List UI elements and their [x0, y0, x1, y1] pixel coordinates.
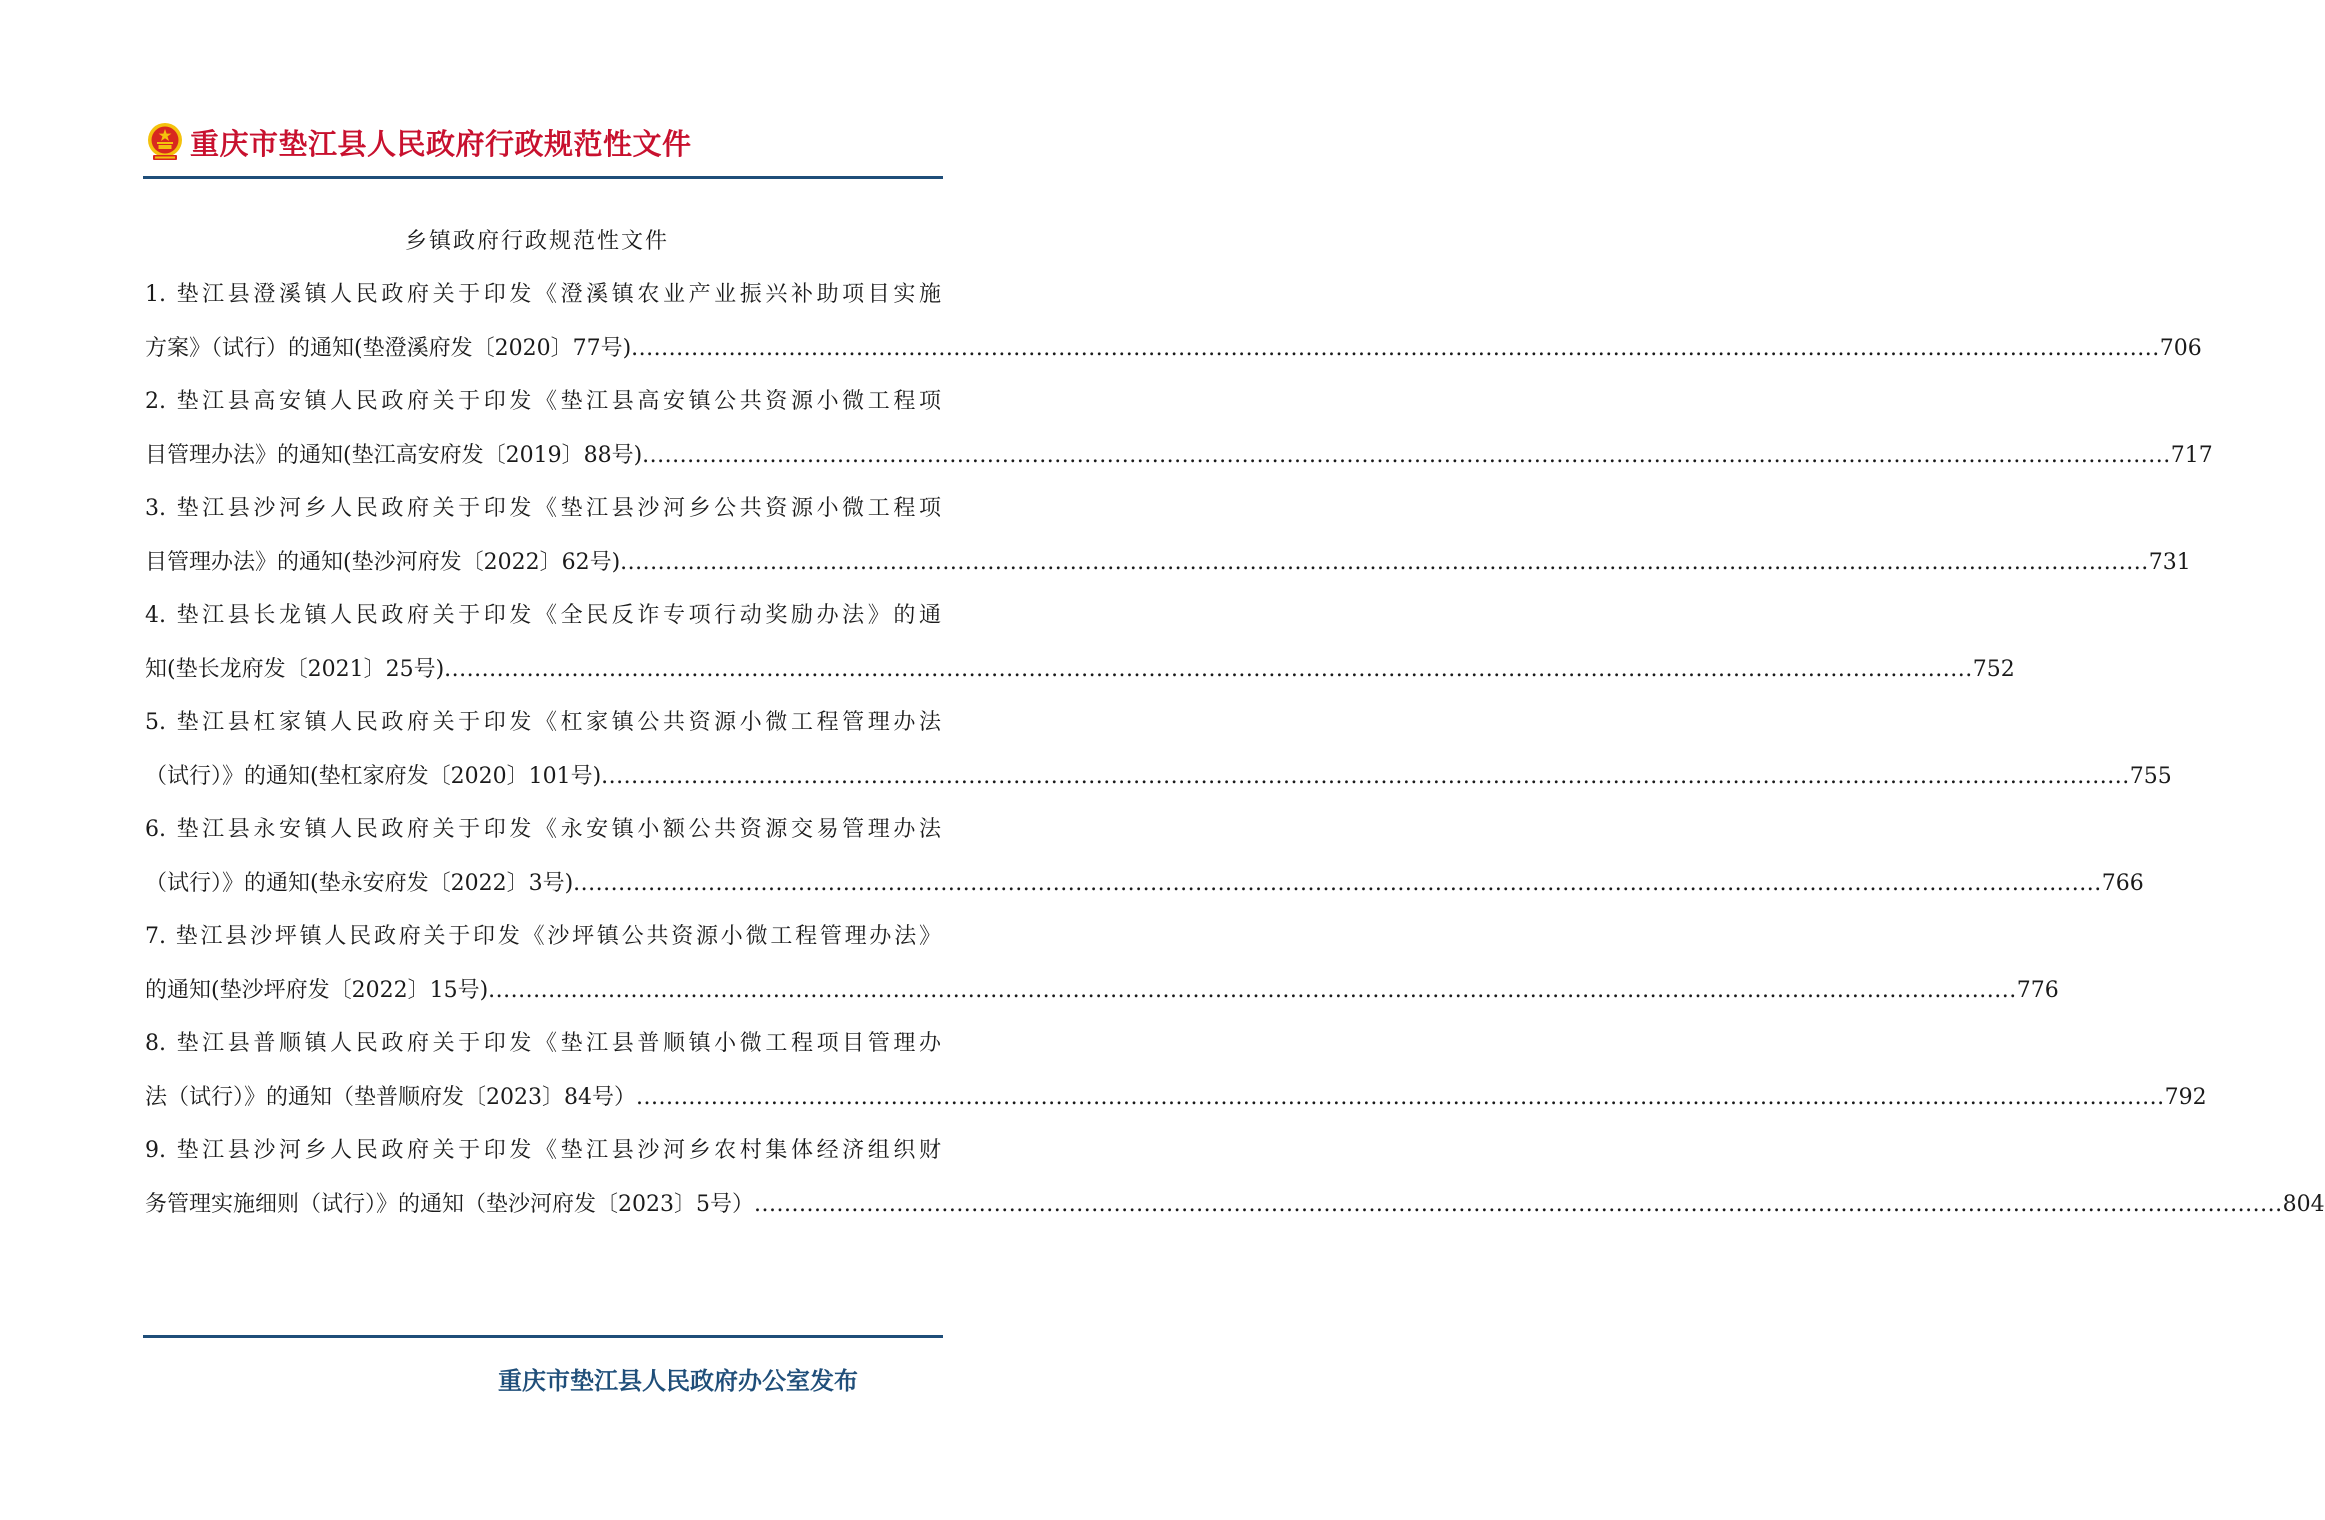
toc-entry[interactable]	[145, 1025, 2207, 1132]
toc-entry-second-line	[145, 651, 2015, 705]
toc-entry-second-line	[145, 865, 2144, 919]
dot-leader: ............................................................................................................................................................................................................	[635, 1084, 2165, 1110]
toc-entry-second-line	[145, 437, 2213, 491]
toc-entry-second-line	[145, 972, 2059, 1026]
toc-entry-title-line: 6. 垫江县永安镇人民政府关于印发《永安镇小额公共资源交易管理办法	[145, 817, 941, 842]
header-title: 重庆市垫江县人民政府行政规范性文件	[190, 127, 692, 161]
dot-leader: ............................................................................................................................................................................................................	[601, 763, 2130, 789]
toc-entry-second-line	[145, 544, 2191, 598]
toc-page-number: 731	[2148, 549, 2191, 575]
toc-entry-title-line: 9. 垫江县沙河乡人民政府关于印发《垫江县沙河乡农村集体经济组织财	[145, 1138, 941, 1163]
dot-leader: ............................................................................................................................................................................................................	[620, 549, 2149, 575]
toc-entry-title-line: 5. 垫江县杠家镇人民政府关于印发《杠家镇公共资源小微工程管理办法	[145, 710, 941, 735]
toc-entry-title-line: 3. 垫江县沙河乡人民政府关于印发《垫江县沙河乡公共资源小微工程项	[145, 496, 941, 521]
toc-entry[interactable]	[145, 490, 2191, 597]
toc-entry-title-line: 1. 垫江县澄溪镇人民政府关于印发《澄溪镇农业产业振兴补助项目实施	[145, 282, 941, 307]
header-divider	[143, 176, 943, 179]
toc-entry-title-continued: （试行）》的通知(垫杠家府发〔2020〕101号)	[145, 763, 602, 789]
toc-entry-second-line	[145, 758, 2172, 812]
toc-entry-title-continued: 法（试行）》的通知（垫普顺府发〔2023〕84号）	[145, 1084, 636, 1110]
dot-leader: ............................................................................................................................................................................................................	[573, 870, 2102, 896]
national-emblem-icon	[146, 122, 184, 162]
toc-entry-title-continued: （试行）》的通知(垫永安府发〔2022〕3号)	[145, 870, 574, 896]
toc-page-number: 804	[2282, 1191, 2325, 1217]
toc-entry-second-line	[145, 1186, 2325, 1240]
toc-entry-title-continued: 方案》（试行）的通知(垫澄溪府发〔2020〕77号)	[145, 335, 632, 361]
toc-entry-title-continued: 目管理办法》的通知(垫江高安府发〔2019〕88号)	[145, 442, 643, 468]
toc-page-number: 792	[2164, 1084, 2207, 1110]
toc-entry-title-line: 8. 垫江县普顺镇人民政府关于印发《垫江县普顺镇小微工程项目管理办	[145, 1031, 941, 1056]
toc-entry-title-line: 7. 垫江县沙坪镇人民政府关于印发《沙坪镇公共资源小微工程管理办法》	[145, 924, 941, 949]
toc-entry[interactable]	[145, 704, 2172, 811]
dot-leader: ............................................................................................................................................................................................................	[642, 442, 2171, 468]
toc-entry[interactable]	[145, 383, 2213, 490]
toc-entry-title-continued: 知(垫长龙府发〔2021〕25号)	[145, 656, 445, 682]
dot-leader: ............................................................................................................................................................................................................	[488, 977, 2017, 1003]
toc-entry-title-line: 2. 垫江县高安镇人民政府关于印发《垫江县高安镇公共资源小微工程项	[145, 389, 941, 414]
toc-entry-second-line	[145, 1079, 2207, 1133]
footer-publisher: 重庆市垫江县人民政府办公室发布	[498, 1366, 858, 1395]
toc-page-number: 717	[2170, 442, 2213, 468]
toc-entry[interactable]	[145, 918, 2059, 1025]
toc-list	[145, 276, 2325, 1239]
toc-entry-second-line	[145, 330, 2202, 384]
dot-leader: ............................................................................................................................................................................................................	[631, 335, 2160, 361]
dot-leader: ............................................................................................................................................................................................................	[754, 1191, 2283, 1217]
footer-divider	[143, 1335, 943, 1338]
toc-entry-title-continued: 务管理实施细则（试行）》的通知（垫沙河府发〔2023〕5号）	[145, 1191, 754, 1217]
toc-entry[interactable]	[145, 597, 2015, 704]
toc-entry-title-continued: 目管理办法》的通知(垫沙河府发〔2022〕62号)	[145, 549, 621, 575]
toc-page-number: 706	[2159, 335, 2202, 361]
section-title: 乡镇政府行政规范性文件	[404, 229, 669, 254]
toc-entry-title-line: 4. 垫江县长龙镇人民政府关于印发《全民反诈专项行动奖励办法》的通	[145, 603, 941, 628]
toc-entry[interactable]	[145, 1132, 2325, 1239]
toc-page-number: 766	[2101, 870, 2144, 896]
toc-page-number: 755	[2129, 763, 2172, 789]
toc-entry[interactable]	[145, 811, 2144, 918]
toc-page-number: 752	[1972, 656, 2015, 682]
toc-page-number: 776	[2016, 977, 2059, 1003]
toc-entry-title-continued: 的通知(垫沙坪府发〔2022〕15号)	[145, 977, 489, 1003]
toc-entry[interactable]	[145, 276, 2202, 383]
dot-leader: ............................................................................................................................................................................................................	[444, 656, 1973, 682]
